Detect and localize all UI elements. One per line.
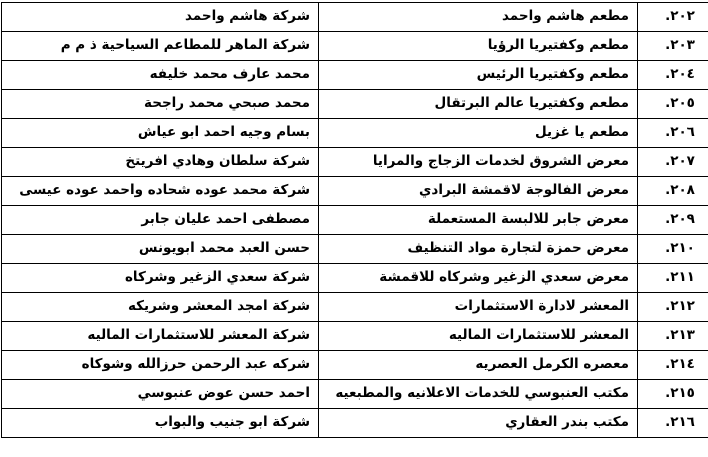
business-name: معصره الكرمل العصريه <box>319 351 638 380</box>
table-row <box>2 119 708 148</box>
table-row <box>2 32 708 61</box>
table-row <box>2 322 708 351</box>
business-name: مطعم وكفتيريا الرئيس <box>319 61 638 90</box>
table-row <box>2 235 708 264</box>
table-row <box>2 351 708 380</box>
row-number: ٢٠٨. <box>638 177 708 206</box>
row-number: ٢٠٤. <box>638 61 708 90</box>
row-number: ٢٠٣. <box>638 32 708 61</box>
row-number: ٢٠٦. <box>638 119 708 148</box>
owner-name: شركة المعشر للاستثمارات الماليه <box>2 322 319 351</box>
table-row <box>2 148 708 177</box>
table-row <box>2 409 708 438</box>
row-number: ٢١٤. <box>638 351 708 380</box>
row-number: ٢٠٧. <box>638 148 708 177</box>
row-number: ٢١٠. <box>638 235 708 264</box>
owner-name: احمد حسن عوض عنبوسي <box>2 380 319 409</box>
owner-name: شركة محمد عوده شحاده واحمد عوده عيسى <box>2 177 319 206</box>
owner-name: شركة ابو جنيب والبواب <box>2 409 319 438</box>
business-name: مكتب العنبوسي للخدمات الاعلانيه والمطبعيه <box>319 380 638 409</box>
registry-table <box>1 2 708 438</box>
business-name: معرض الشروق لخدمات الزجاج والمرايا <box>319 148 638 177</box>
row-number: ٢١٣. <box>638 322 708 351</box>
owner-name: شركة هاشم واحمد <box>2 3 319 32</box>
business-name: المعشر للاستثمارات الماليه <box>319 322 638 351</box>
row-number: ٢١٢. <box>638 293 708 322</box>
business-name: مطعم وكفتيريا عالم البرتقال <box>319 90 638 119</box>
owner-name: مصطفى احمد عليان جابر <box>2 206 319 235</box>
table-row <box>2 380 708 409</box>
owner-name: شركة الماهر للمطاعم السياحية ذ م م <box>2 32 319 61</box>
table-row <box>2 90 708 119</box>
business-name: مطعم يا غزيل <box>319 119 638 148</box>
owner-name: شركة امجد المعشر وشريكه <box>2 293 319 322</box>
row-number: ٢٠٩. <box>638 206 708 235</box>
owner-name: شركه عبد الرحمن حرزالله وشوكاه <box>2 351 319 380</box>
owner-name: شركة سعدي الزغير وشركاه <box>2 264 319 293</box>
owner-name: محمد صبحي محمد راجحة <box>2 90 319 119</box>
business-name: مطعم وكفتيريا الرؤيا <box>319 32 638 61</box>
table-row <box>2 293 708 322</box>
table-row <box>2 61 708 90</box>
business-name: معرض الفالوجة لاقمشة البرادي <box>319 177 638 206</box>
owner-name: حسن العبد محمد ابويونس <box>2 235 319 264</box>
row-number: ٢٠٢. <box>638 3 708 32</box>
table-row <box>2 264 708 293</box>
registry-table-body <box>2 3 708 438</box>
row-number: ٢١٦. <box>638 409 708 438</box>
owner-name: محمد عارف محمد خليفه <box>2 61 319 90</box>
row-number: ٢١٥. <box>638 380 708 409</box>
business-name: المعشر لادارة الاستثمارات <box>319 293 638 322</box>
business-name: مطعم هاشم واحمد <box>319 3 638 32</box>
table-row <box>2 3 708 32</box>
row-number: ٢٠٥. <box>638 90 708 119</box>
business-name: معرض سعدي الزغير وشركاه للاقمشة <box>319 264 638 293</box>
owner-name: شركة سلطان وهادي افريتخ <box>2 148 319 177</box>
table-row <box>2 206 708 235</box>
table-row <box>2 177 708 206</box>
business-name: مكتب بندر العقاري <box>319 409 638 438</box>
row-number: ٢١١. <box>638 264 708 293</box>
business-name: معرض حمزة لتجارة مواد التنظيف <box>319 235 638 264</box>
business-name: معرض جابر للالبسة المستعملة <box>319 206 638 235</box>
owner-name: بسام وجيه احمد ابو عياش <box>2 119 319 148</box>
